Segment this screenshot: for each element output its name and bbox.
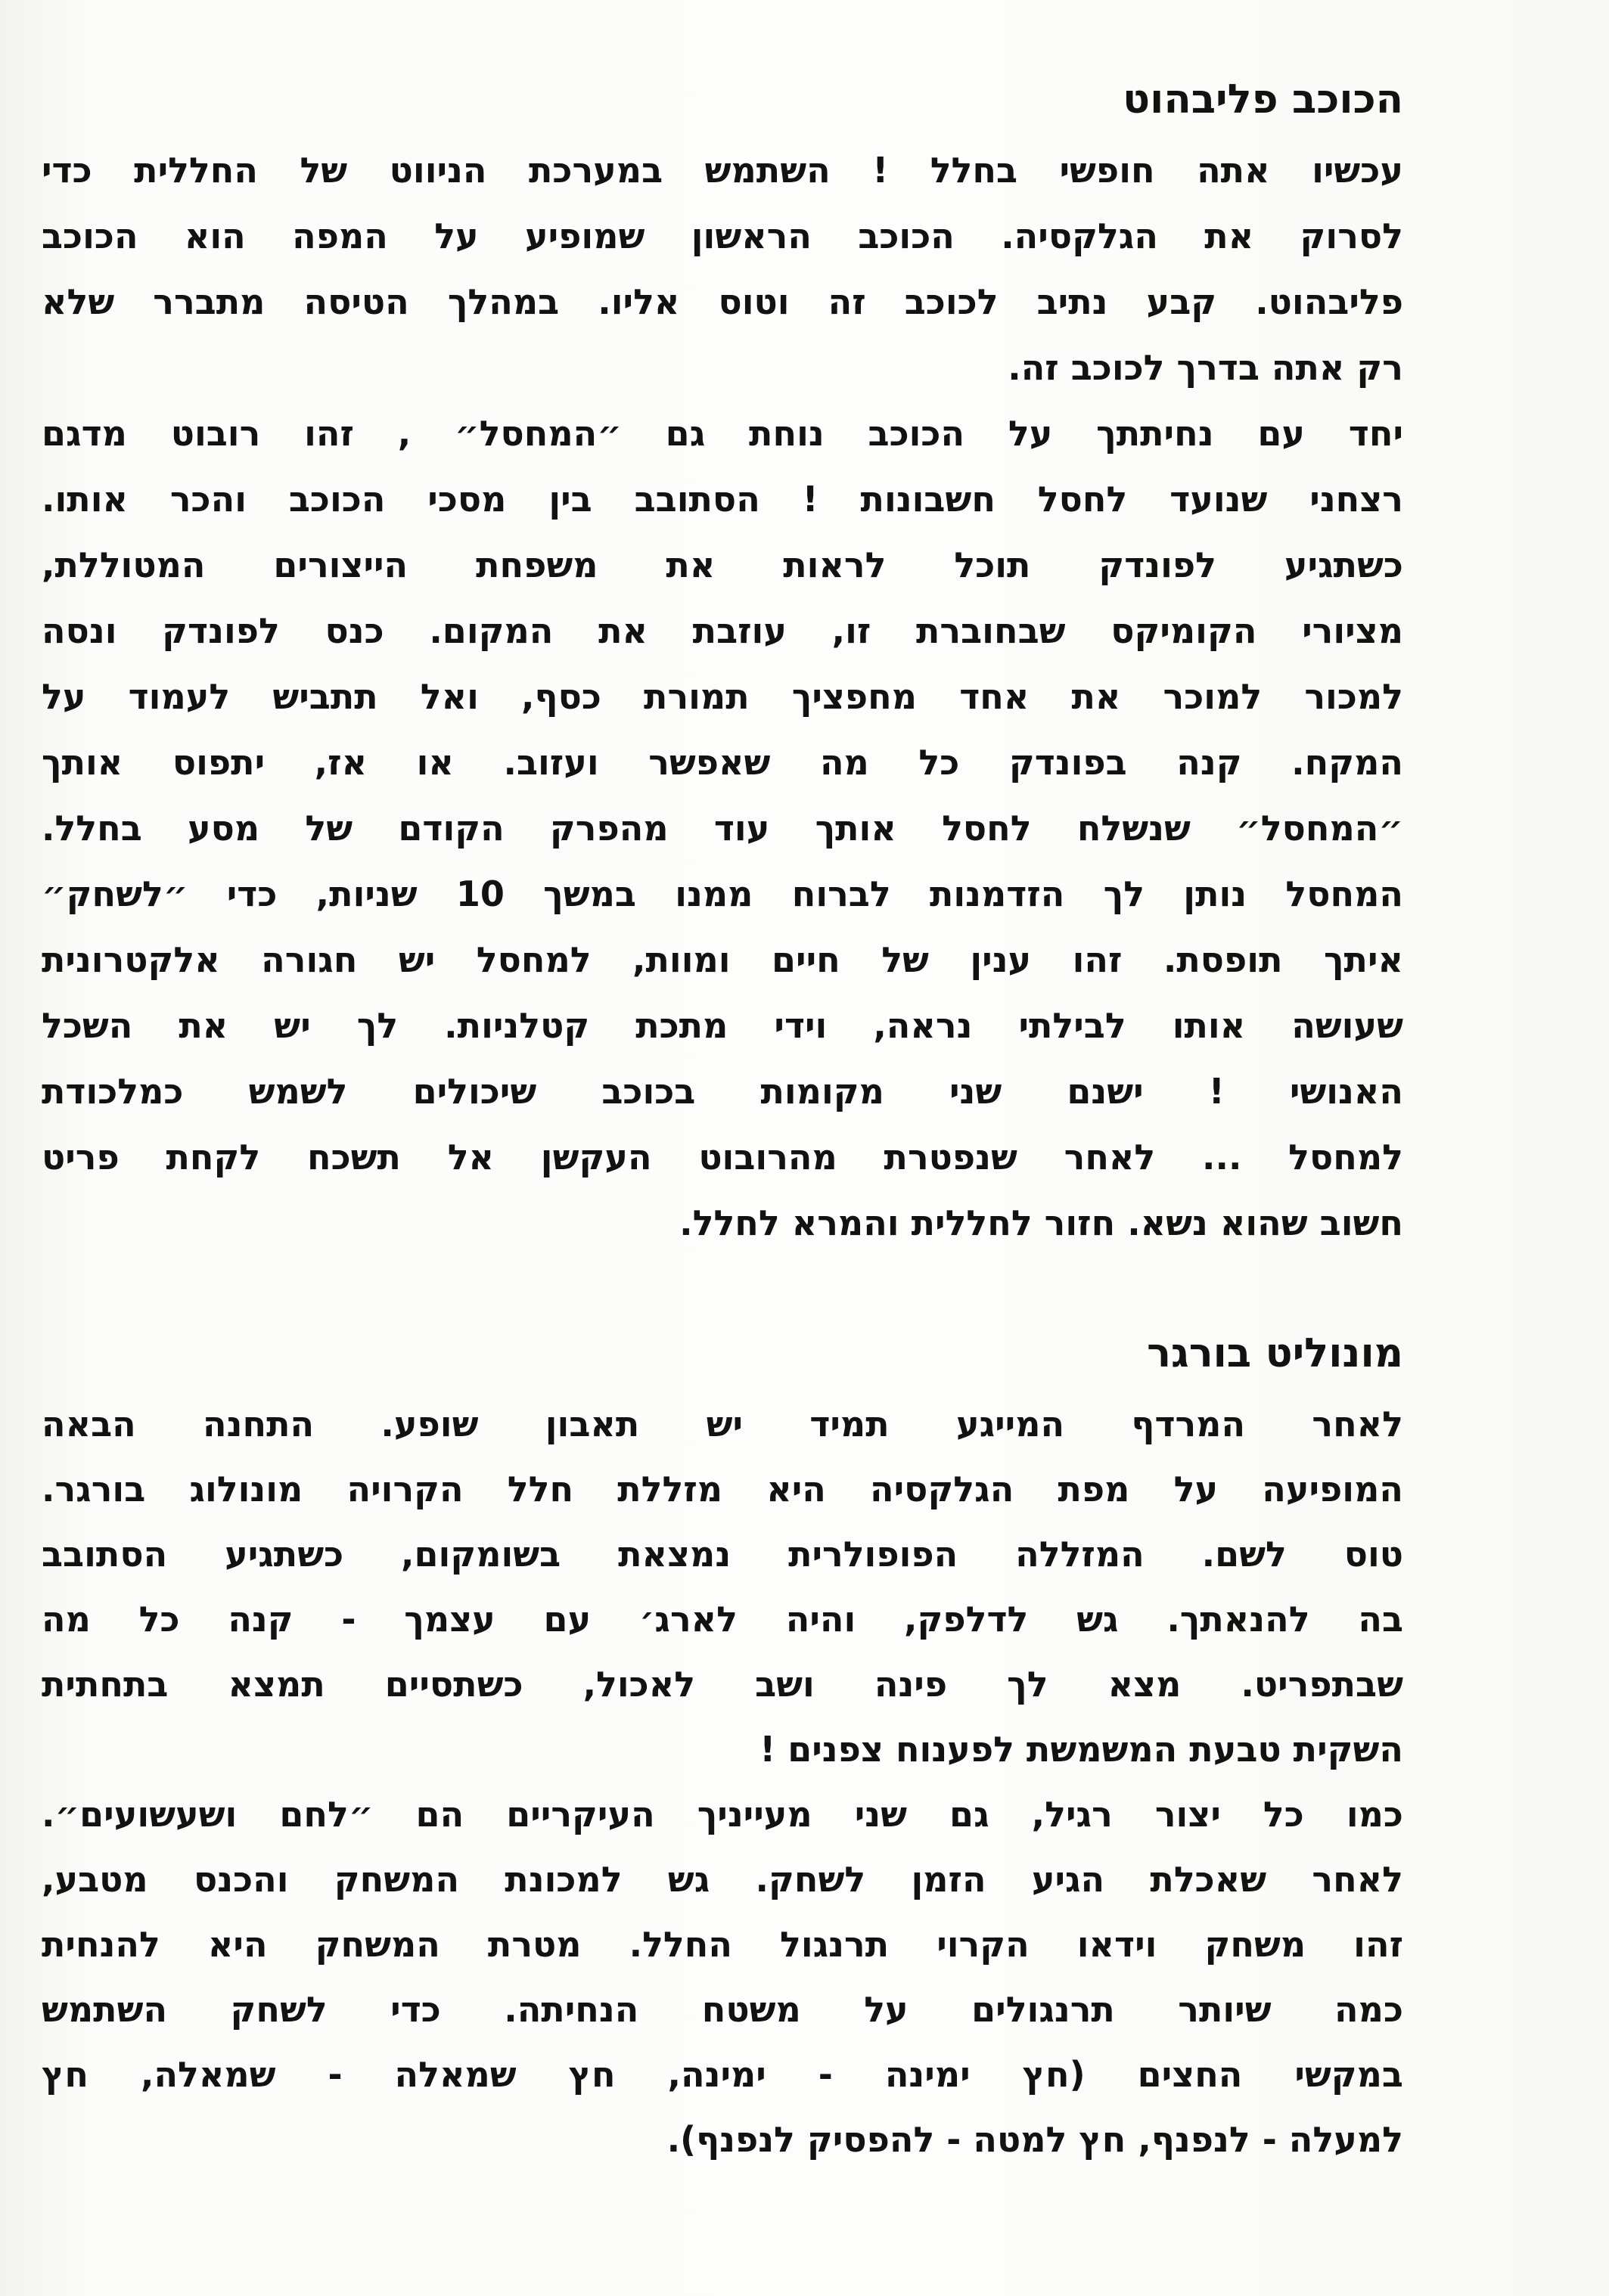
section-title: הכוכב פליבהוט bbox=[1123, 76, 1403, 123]
text-line: רק אתה בדרך לכוכב זה. bbox=[1008, 347, 1403, 388]
text-line: ״המחסל״ שנשלח לחסל אותך עוד מהפרק הקודם של מסע בחלל. bbox=[42, 808, 1403, 849]
text-line: לסרוק את הגלקסיה. הכוכב הראשון שמופיע על המפה הוא הכוכב bbox=[42, 216, 1403, 256]
text-line: לאחר המרדף המייגע תמיד יש תאבון שופע. התחנה הבאה bbox=[42, 1404, 1403, 1444]
text-line: במקשי החצים (חץ ימינה - ימינה, חץ שמאלה - שמאלה, חץ bbox=[42, 2054, 1403, 2095]
section-flibhot bbox=[42, 70, 1403, 1256]
text-line: המופיעה על מפת הגלקסיה היא מזללת חלל הקרויה מונולוג בורגר. bbox=[42, 1469, 1403, 1509]
text-line: פליבהוט. קבע נתיב לכוכב זה וטוס אליו. במהלך הטיסה מתברר שלא bbox=[42, 281, 1403, 322]
text-line: שבתפריט. מצא לך פינה ושב לאכול, כשתסיים תמצא בתחתית bbox=[42, 1664, 1403, 1705]
text-line: כמו כל יצור רגיל, גם שני מעייניך העיקריים הם ״לחם ושעשועים״. bbox=[42, 1794, 1403, 1835]
text-line: מציורי הקומיקס שבחוברת זו, עוזבת את המקום. כנס לפונדק ונסה bbox=[42, 610, 1403, 651]
text-line: טוס לשם. המזללה הפופולרית נמצאת בשומקום, כשתגיע הסתובב bbox=[42, 1534, 1403, 1575]
text-line: כשתגיע לפונדק תוכל לראות את משפחת הייצורים המטוללת, bbox=[42, 545, 1403, 585]
text-line: המקח. קנה בפונדק כל מה שאפשר ועזוב. או אז, יתפוס אותך bbox=[42, 742, 1403, 783]
text-line: האנושי ! ישנם שני מקומות בכוכב שיכולים לשמש כמלכודת bbox=[42, 1071, 1403, 1112]
text-line: למכור למוכר את אחד מחפציך תמורת כסף, ואל תתביש לעמוד על bbox=[42, 676, 1403, 717]
text-line: למחסל ... לאחר שנפטרת מהרובוט העקשן אל תשכח לקחת פריט bbox=[42, 1137, 1403, 1177]
text-line: איתך תופסת. זהו ענין של חיים ומוות, למחסל יש חגורה אלקטרונית bbox=[42, 939, 1403, 980]
text-line: יחד עם נחיתתך על הכוכב נוחת גם ״המחסל״ , זהו רובוט מדגם bbox=[42, 413, 1403, 454]
section-monolith-burger bbox=[42, 1323, 1403, 2172]
text-line: כמה שיותר תרנגולים על משטח הנחיתה. כדי לשחק השתמש bbox=[42, 1989, 1403, 2030]
text-line: למעלה - לנפנף, חץ למטה - להפסיק לנפנף). bbox=[666, 2119, 1403, 2160]
section-title: מונוליט בורגר bbox=[1147, 1330, 1403, 1376]
text-line: השקית טבעת המשמשת לפענוח צפנים ! bbox=[759, 1729, 1403, 1770]
text-line: המחסל נותן לך הזדמנות לברוח ממנו במשך 10 שניות, כדי ״לשחק״ bbox=[42, 873, 1403, 914]
text-line: בה להנאתך. גש לדלפק, והיה לארג׳ עם עצמך - קנה כל מה bbox=[42, 1599, 1403, 1640]
text-line: זהו משחק וידאו הקרוי תרנגול החלל. מטרת המשחק היא להנחית bbox=[42, 1924, 1403, 1965]
text-line: רצחני שנועד לחסל חשבונות ! הסתובב בין מסכי הכוכב והכר אותו. bbox=[42, 479, 1403, 520]
text-line: חשוב שהוא נשא. חזור לחללית והמרא לחלל. bbox=[679, 1202, 1403, 1243]
text-line: עכשיו אתה חופשי בחלל ! השתמש במערכת הניווט של החללית כדי bbox=[42, 150, 1403, 191]
text-line: שעושה אותו לבילתי נראה, וידי מתכת קטלניות. לך יש את השכל bbox=[42, 1005, 1403, 1046]
text-line: לאחר שאכלת הגיע הזמן לשחק. גש למכונת המשחק והכנס מטבע, bbox=[42, 1859, 1403, 1900]
